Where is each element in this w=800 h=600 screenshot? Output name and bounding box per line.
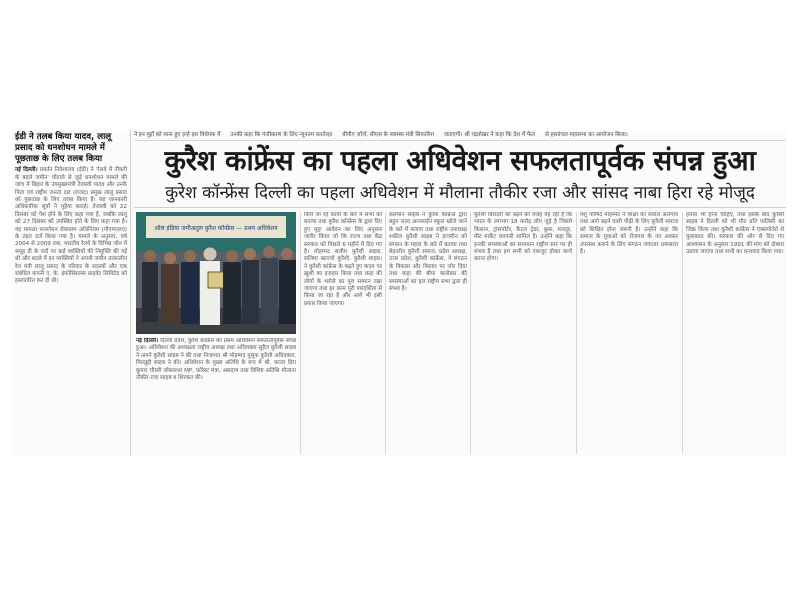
top-strip-item: जताएगी। श्री चंद्रशेखर ने कहा कि देश में फैल: [443, 132, 536, 138]
sub-headline: कुरेश कॉन्फ्रेंस दिल्ली का पहला अधिवेशन में मौलाना तौकीर रजा और सांसद नाबा हिरा रहे मोजूद: [165, 183, 755, 203]
article-column-3: सलमान साहब ने कुरैश कांफ्रेंस द्वारा बहुत जल्द आनलाईन स्कूल खोले जाने के बारे में बताया तथा राष्ट्रीय उपाध्यक्ष शकील कुरैशी साहब ने हाजरीन को संगठन के महत्व के बारे में बताया तथा बेहतरीन कुरैशी समाज, प्रदेश अध्यक्ष, उत्तर प्रदेश, कुरैशी कांफ्रेंस, ने संगठन के विकास और विस्तार पर जोर दिया तथा कहा की बीफ कारोबार की समस्याओं का हल राष्ट्रीय सभा द्वारा ही संभव है।: [389, 212, 467, 293]
banner-text: ऑल इंडिया जमीअतुल कुरैश कॉन्फ्रेंस — प्रथम अधिवेशन: [154, 225, 278, 232]
column-divider: [385, 212, 386, 454]
headline-divider: [134, 207, 786, 208]
top-strip-item: बीपीए जॉर्ज, सीएस के स्वास्थ्य मंत्री सिफारिश: [342, 132, 434, 138]
main-headline: कुरैश कांफ्रेंस का पहला अधिवेशन सफलतापूर्वक संपन्न हुआ: [164, 144, 756, 177]
event-photo: [136, 212, 296, 334]
article-column-2: किये जा रहे कार्यो के बारे में सभा को बताया तथा कुरैश कॉन्फ्रेंस के द्वारा दिए हुए मुद्दा आवेदन का लिए अनुसार जारीर किया जो कि राज्य तथा केंद्र सरकार को पिछले 6 महीने में दिए गए है। मोहम्मद सलीम कुरैशी साहब, सलिमा खाज्यो कुरैशी, कुरैशी साहब। ने कुरैशी कांफ्रेंस के बढ़ते हुए कदम पर ख़ुशी का इजहार किया तथा कहा की लोगों के भरोसे का पूरा सम्मान रखा जाएगा तथा हर काम पूरी पारदर्शिता से किया जा रहा है और आगे भी इसी प्रकार किया जाएगा।: [304, 212, 382, 307]
column-divider: [470, 212, 471, 454]
article-column-5: पशु परिषद मोहम्मद ने शिक्षा का सवाल अलगाव तथा आगे बढ़ने वाली पीढ़ी के लिए कुरैशी समाज को शिक्षित होना जरूरी है। उन्होंने कहा कि समाज के युवाओं को रोजगार के नए अवसर उपलब्ध कराने के लिए संगठन लगातार प्रयासरत है।: [580, 212, 678, 256]
article-col1-text: दिल्ली प्रदेश, कुरैश कांफ्रेंस का प्रथम अधिवेशन सफलतापूर्वक संपन्न हुआ। अधिवेशन की अध्यक्षता राष्ट्रीय अध्यक्ष तथा अधिवक्ता सुहैल कुरैशी साहब ने अपने कुरैशी साहब ने की तथा निजामत श्री मोहम्मद युसूफ कुरैशी अधिवक्ता, मिल्लुद्दी साहब ने की। अधिवेशन के मुख्य अतिथि के रूप में श्री. काजा हिरा कुमार चौधरी लोकसभा MP, फोरेस्ट मंत्रा, असदाम तथा विशिष्ट अतिथि मौलाना तौकीर रजा साहब व शिरकत की।: [136, 338, 296, 382]
column-divider: [576, 212, 577, 454]
article-dateline: नई दिल्ली।: [136, 338, 159, 344]
top-strip-item: उनकी कहा कि पंजीकरण के लिए न्यूनतम करतेरहा: [230, 132, 333, 138]
sidebar-dateline: नई दिल्ली।: [15, 167, 38, 174]
article-column-4: कुरैशी बिरादरी को बढ़ने की वजह यह रही है कि भारत के लगभग 18 करोड़ लोग जुड़े है जिसमे किसान, ट्रांसपोर्टर, कैटल ट्रेडर, कुक, मजदूर, मीट मार्केट व्यापारी शामिल है। उन्होंने कहा कि इनकी समस्याओं का समाधान राष्ट्रीय स्तर पर ही संभव है तथा हम सभी को एकजुट होकर कार्य करना होगा।: [474, 212, 572, 263]
article-column-6: हमारा भी होना चाहिए, तथा इसके बाद कुरैशी साहब ने दिल्ली को भी मीट प्रति पालिसी का जिक्र किया तथा कुरैशी कांफ्रेंस ने एक्सपोर्टर्स से मुलाकात की। सरकार की ओर से दिए गए आश्वासन के अनुसार 1991 की मांग को दोबारा उठाया जाएगा तथा सभी का धन्यवाद किया गया।: [686, 212, 784, 256]
sidebar-body: [15, 167, 127, 286]
column-divider: [300, 212, 301, 454]
column-divider: [682, 212, 683, 454]
sidebar-body-text: प्रवर्तन निदेशालय (ईडी) ने 'रेलवे में नौकरी के बदले जमीन' घोटाले से जुड़े धनशोधन मामले की जांच में बिहार के उपमुख्यमंत्री तेजस्वी यादव और उनके पिता एवं राष्ट्रीय जनता दल (राजद) प्रमुख लालू प्रसाद को पूछताछ के लिए तलब किया है। यह जानकारी अधिकारिक सूत्रों ने मुहैया कराई। तेजस्वी को 22 दिसंबर को पेश होने के लिए कहा गया है, जबकि लालू को 27 दिसंबर को उपस्थित होने के लिए कहा गया है। यह मामला धनशोधन रोकथाम अधिनियम (पीएमएलए) के तहत दर्ज किया गया है। मामले के अनुसार, वर्ष 2004 से 2009 तक, भारतीय रेलवे के विभिन्न जोन में समूह डी के पदों पर कई व्यक्तियों की नियुक्ति की गई थी और बदले में इन व्यक्तियों ने अपनी जमीन तत्कालीन रेल मंत्री लालू प्रसाद के परिवार के सदस्यों और एक संबंधित कंपनी ए. के. इंफोसिस्टम्स प्राइवेट लिमिटेड को हस्तांतरित कर दी थी।: [15, 167, 128, 285]
top-strip-item: ने इन मुद्दों को माना हुए इन्हें इस विधेयक में: [134, 132, 221, 138]
newspaper-clipping: [12, 130, 786, 456]
article-column-1: [136, 338, 296, 454]
sidebar-story: [12, 130, 131, 456]
sidebar-headline: ईडी ने तलब किया यादव, लालू प्रसाद को धनशोधन मामले में पूछताछ के लिए तलब किया: [15, 132, 112, 164]
top-strip: [134, 130, 786, 141]
top-strip-item: से हस्तांचल महासभा का आयोजन किया।: [545, 132, 628, 138]
event-photo-illustration: [136, 212, 296, 334]
